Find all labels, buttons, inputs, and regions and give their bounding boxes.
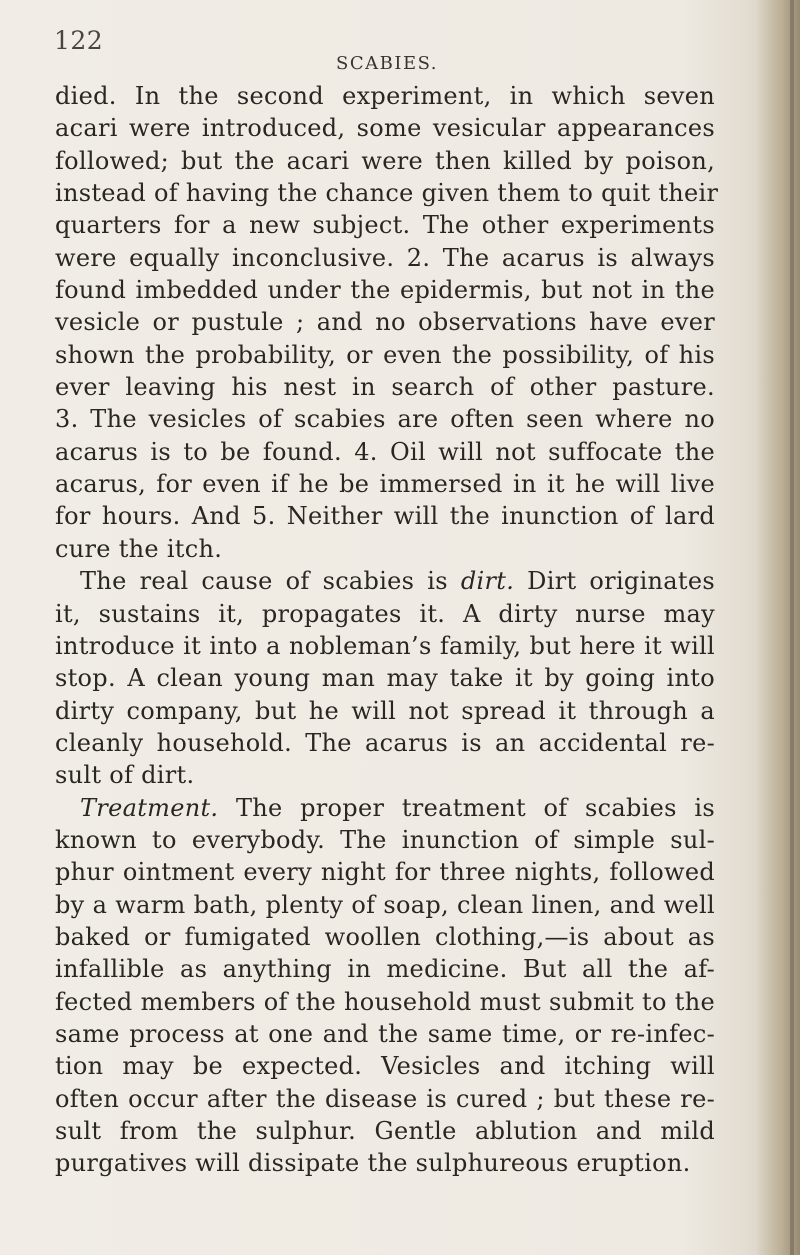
text-line: vesicle or pustule ; and no observations have ever: [55, 308, 715, 337]
emphasis-dirt: dirt.: [460, 567, 515, 596]
text-line: for hours. And 5. Neither will the inunction of lard: [55, 502, 715, 531]
text-line: phur ointment every night for three nights, followed: [55, 858, 715, 887]
emphasis-treatment: Treatment.: [80, 793, 219, 822]
text-line: 3. The vesicles of scabies are often seen where no: [55, 405, 715, 434]
text-line: cure the itch.: [55, 534, 223, 563]
text-line: were equally inconclusive. 2. The acarus is always: [55, 243, 715, 272]
running-head: SCABIES.: [336, 53, 438, 74]
text-line: quarters for a new subject. The other experiments: [55, 211, 715, 240]
page-header: [0, 26, 800, 74]
text-line: died. In the second experiment, in which seven: [55, 82, 715, 110]
text-line: instead of having the chance given them to quit their: [55, 179, 719, 208]
text-line: shown the probability, or even the possibility, of his: [55, 340, 715, 369]
text-run: The real cause of scabies is: [80, 567, 461, 596]
text-line: fected members of the household must submit to the: [55, 987, 715, 1016]
text-run: Dirt originates: [514, 567, 715, 596]
text-line: sult from the sulphur. Gentle ablution and mild: [55, 1117, 715, 1145]
text-line: purgatives will dissipate the sulphureous eruption.: [55, 1149, 691, 1178]
text-line: known to everybody. The inunction of simple sul-: [55, 825, 715, 854]
text-line: acarus, for even if he be immersed in it he will live: [55, 470, 715, 499]
page-number: 122: [54, 26, 104, 55]
text-line: dirty company, but he will not spread it through a: [55, 696, 715, 725]
text-line: infallible as anything in medicine. But all the af-: [55, 955, 715, 984]
text-run: The proper treatment of scabies is: [218, 793, 715, 822]
binding-edge: [790, 0, 794, 1255]
text-line: ever leaving his nest in search of other pasture.: [55, 373, 715, 402]
text-line: cleanly household. The acarus is an accidental re-: [55, 728, 715, 757]
text-line: often occur after the disease is cured ; but these re-: [55, 1084, 715, 1113]
text-line: baked or fumigated woollen clothing,—is about as: [55, 922, 715, 951]
text-line: same process at one and the same time, or re-infec-: [55, 1019, 715, 1048]
text-line: by a warm bath, plenty of soap, clean linen, and well: [55, 890, 715, 919]
text-line: sult of dirt.: [55, 761, 195, 790]
text-line: stop. A clean young man may take it by going into: [55, 664, 715, 693]
text-line: found imbedded under the epidermis, but not in the: [55, 276, 715, 305]
paragraph-line-mixed: [55, 792, 715, 824]
text-line: followed; but the acari were then killed by poison,: [55, 146, 715, 175]
text-line: tion may be expected. Vesicles and itching will: [55, 1052, 715, 1081]
body-text: [55, 80, 719, 1180]
text-line: acarus is to be found. 4. Oil will not suffocate the: [55, 437, 715, 466]
text-line: acari were introduced, some vesicular appearances: [55, 114, 715, 143]
paragraph-line-mixed: [55, 565, 715, 597]
text-line: introduce it into a nobleman’s family, but here it will: [55, 631, 715, 660]
text-line: it, sustains it, propagates it. A dirty nurse may: [55, 599, 715, 628]
